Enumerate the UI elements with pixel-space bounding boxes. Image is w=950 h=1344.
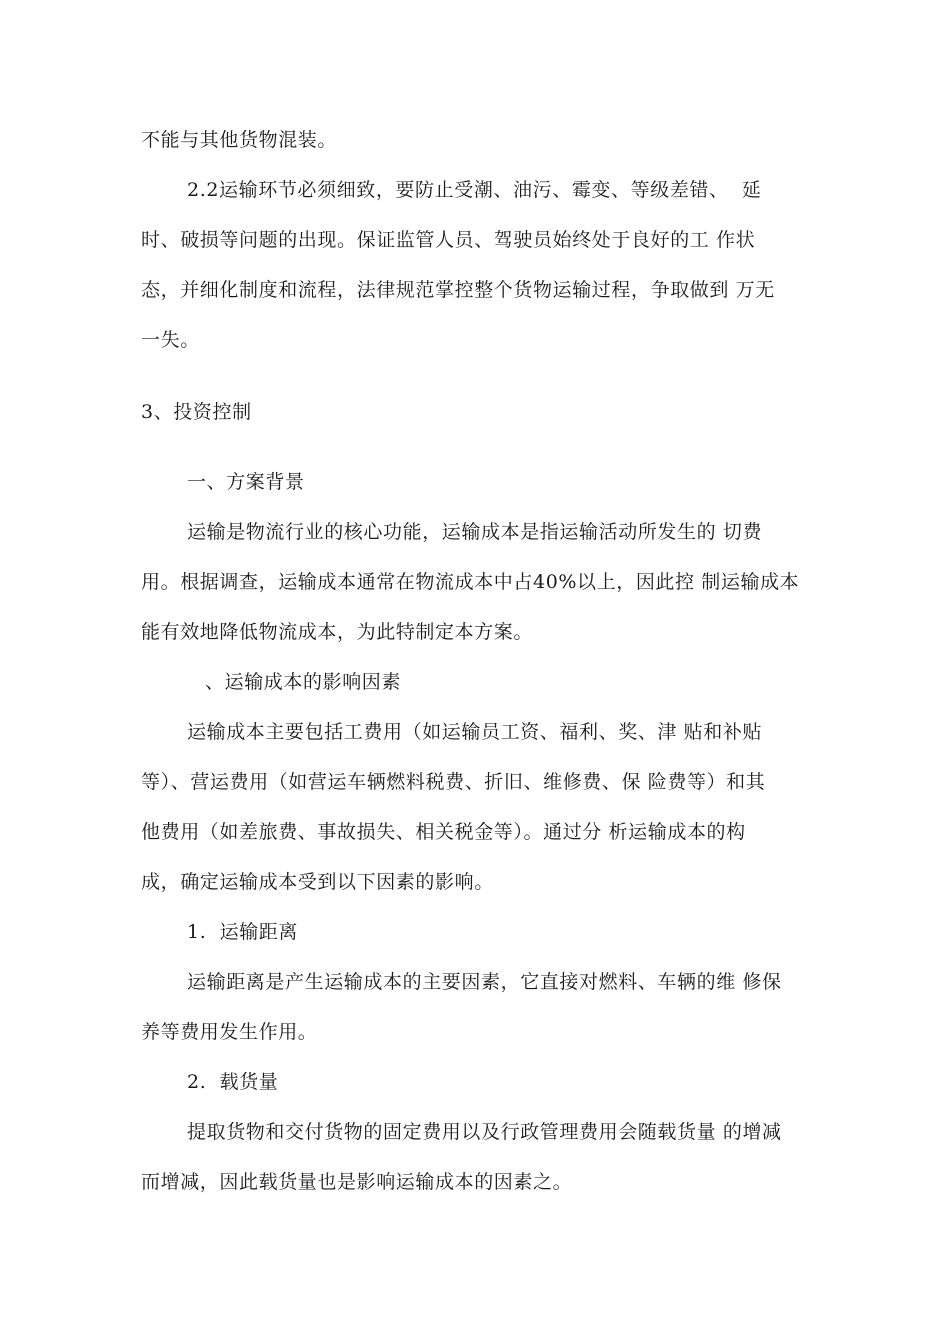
- paragraph-line: 运输距离是产生运输成本的主要因素，它直接对燃料、车辆的维 修保: [187, 971, 782, 993]
- paragraph-line: 用。根据调查，运输成本通常在物流成本中占40%以上，因此控 制运输成本: [141, 571, 800, 593]
- heading-investment-control: 3、投资控制: [141, 401, 252, 423]
- paragraph-line: 一失。: [141, 329, 200, 351]
- paragraph-line: 他费用（如差旅费、事故损失、相关税金等）。通过分 析运输成本的构: [141, 821, 746, 843]
- paragraph-line: 成，确定运输成本受到以下因素的影响。: [141, 871, 494, 893]
- paragraph-line: 态，并细化制度和流程，法律规范掌控整个货物运输过程，争取做到 万无: [141, 279, 775, 301]
- heading-load-volume: 2. 载货量: [187, 1071, 279, 1093]
- section-2-2-line: 2.2运输环节必须细致，要防止受潮、油污、霉变、等级差错、 延: [187, 179, 762, 201]
- paragraph-line: 提取货物和交付货物的固定费用以及行政管理费用会随载货量 的增减: [187, 1121, 782, 1143]
- paragraph-line: 时、破损等问题的出现。保证监管人员、驾驶员始终处于良好的工 作状: [141, 229, 756, 251]
- paragraph-line: 运输成本主要包括工费用（如运输员工资、福利、奖、津 贴和补贴: [187, 721, 763, 743]
- paragraph-line: 运输是物流行业的核心功能，运输成本是指运输活动所发生的 切费: [187, 521, 763, 543]
- paragraph-line: 不能与其他货物混装。: [141, 129, 338, 151]
- paragraph-line: 能有效地降低物流成本，为此特制定本方案。: [141, 621, 534, 643]
- heading-cost-factors: 、运输成本的影响因素: [205, 671, 402, 693]
- paragraph-line: 等）、营运费用（如营运车辆燃料税费、折旧、维修费、保 险费等）和其: [141, 771, 766, 793]
- heading-transport-distance: 1. 运输距离: [187, 921, 299, 943]
- paragraph-line: 养等费用发生作用。: [141, 1021, 318, 1043]
- heading-plan-background: 一、方案背景: [187, 471, 305, 493]
- paragraph-line: 而增减，因此载货量也是影响运输成本的因素之。: [141, 1171, 573, 1193]
